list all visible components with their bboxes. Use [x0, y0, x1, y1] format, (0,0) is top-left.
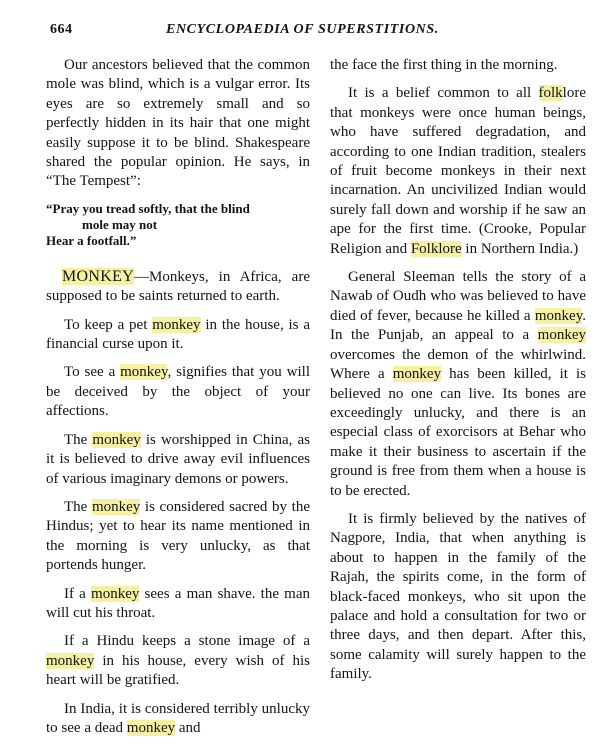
- text: in Northern India.): [461, 240, 579, 257]
- text: If a Hindu keeps a stone image of a: [64, 633, 310, 650]
- highlight: monkey: [534, 307, 583, 324]
- text: To keep a pet: [64, 316, 153, 333]
- page-header: [28, 14, 578, 40]
- highlight: folk: [538, 85, 563, 102]
- dead-monkey-paragraph: [46, 700, 310, 739]
- text: lore that monkeys were once human beings, who have suffered degradation, and according to one Indian tradition, stealers of fruit become monkeys in their next incarnation. An uncivilized Indian would surely fall down and worship if he saw an ape for the first time. (Crooke, Popular Religion and: [330, 85, 586, 257]
- highlight: monkey: [91, 498, 141, 515]
- running-head: ENCYCLOPAEDIA OF SUPERSTITIONS.: [166, 22, 439, 37]
- text: It is firmly believed by the natives of Nagpore, India, that when anything is about to happen in the family of the Rajah, the spirits come, in the form of black-faced monkeys, who sit upon the palace and hold a consultation for two or three days, and then depart. After this, some calamity will surely happen to the family.: [330, 510, 586, 683]
- entry-text: —Monkeys, in Africa, are supposed to be saints returned to earth.: [46, 268, 310, 305]
- text: and: [175, 719, 201, 736]
- quote-line-2: mole may not: [82, 216, 158, 232]
- right-column: [330, 56, 586, 694]
- text: in his house, every wish of his heart will be gratified.: [46, 652, 310, 689]
- text: the face the first thing in the morning.: [330, 57, 558, 73]
- text: If a: [64, 585, 92, 602]
- highlight: monkey: [120, 364, 168, 381]
- highlight: monkey: [392, 366, 442, 383]
- text: General Sleeman tells the story of a Nawab of Oudh who was believed to have died of fever, because he killed a: [330, 269, 586, 324]
- highlight: monkey: [91, 585, 140, 602]
- text: It is a belief common to all: [348, 85, 539, 102]
- see-monkey-paragraph: [46, 363, 310, 421]
- shave-paragraph: [46, 585, 310, 624]
- monkey-entry: [46, 267, 310, 307]
- highlight: monkey: [537, 327, 586, 344]
- highlight: monkey: [152, 316, 201, 333]
- quote-line-1: “Pray you tread softly, that the blind: [46, 200, 250, 216]
- mole-text: Our ancestors believed that the common mole was blind, which is a vulgar error. Its eyes are so extremely small and so perfectly hidden in its hair that one might easily suppose it to be blind. Shakespeare shared the popular opinion. He says, in “The Tempest”:: [46, 57, 310, 190]
- highlight: monkey: [126, 719, 176, 736]
- tempest-quote: [46, 201, 310, 249]
- hindus-paragraph: [46, 498, 310, 576]
- china-paragraph: [46, 431, 310, 489]
- text: In India, it is considered terribly unlucky to see a dead: [46, 700, 310, 736]
- highlight: Folklore: [410, 240, 462, 257]
- text: . In the Punjab, an appeal to a: [330, 307, 586, 344]
- highlight: monkey: [92, 431, 141, 448]
- sleeman-paragraph: [330, 268, 586, 501]
- entry-headword: MONKEY: [62, 267, 135, 285]
- text: in the house, is a financial curse upon it.: [46, 316, 310, 353]
- left-column: [46, 56, 310, 747]
- highlight: monkey: [46, 652, 95, 669]
- text: To see a: [64, 364, 121, 381]
- continued-paragraph: [330, 56, 586, 75]
- text: overcomes the demon of the whirlwind. Where a: [330, 346, 586, 383]
- text: , signifies that you will be deceived by the object of your affections.: [46, 364, 310, 420]
- folklore-paragraph: [330, 84, 586, 259]
- text: sees a man shave. the man will cut his throat.: [46, 585, 310, 621]
- stone-image-paragraph: [46, 632, 310, 690]
- text: has been killed, it is believed no one can live. Its bones are exceedingly unlucky, and there is an especial class of exorcisors at Behar who make it their business to ascertain if the ground is free from them when a house is to be erected.: [330, 366, 586, 499]
- quote-line-3: Hear a footfall.”: [46, 232, 137, 248]
- page-number: 664: [50, 22, 73, 37]
- text: is worshipped in China, as it is believed to drive away evil influences of various imaginary demons or powers.: [46, 431, 310, 487]
- text: The: [64, 498, 92, 515]
- text: is considered sacred by the Hindus; yet to hear its name mentioned in the morning is very unlucky, as that portends hunger.: [46, 498, 311, 574]
- pet-monkey-paragraph: [46, 316, 310, 355]
- text: The: [64, 431, 93, 448]
- nagpore-paragraph: [330, 510, 586, 685]
- mole-paragraph: [46, 56, 310, 192]
